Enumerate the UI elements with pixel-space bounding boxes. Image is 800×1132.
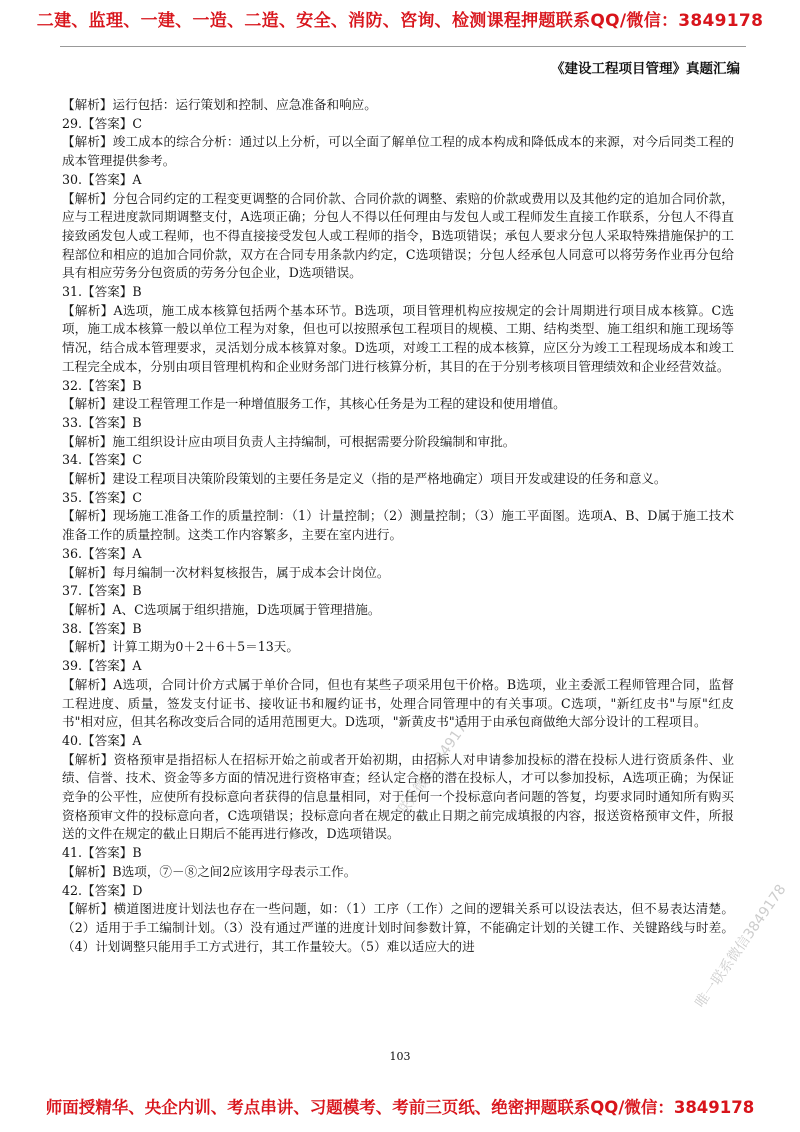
text-line: 【解析】A、C选项属于组织措施，D选项属于管理措施。 [62,601,381,617]
text-line: 【解析】资格预审是指招标人在招标开始之前或者开始初期，由招标人对申请参加投标的潜在投标人进行资质条件、业绩、信誉、技术、资金等多方面的情况进行资格审查；经认定合格的潜在投标人，才可以参加投标，A选项正确；为保证竞争的公平性，应使所有投标意向者获得的信息量相同，对于任何一个投标意向者问题的答复，均要求同时通知所有购买资格预审文件的投标意向者，C选项错误；投标意向者在规定的截止日期之前完成填报的内容，报送资格预审文件，所报送的文件在规定的截止日期后不能再进行修改，D选项错误。 [62,751,734,842]
answer-line: 40.【答案】A [62,732,142,748]
answer-line: 37.【答案】B [62,583,142,599]
text-line: 【解析】每月编制一次材料复核报告，属于成本会计岗位。 [62,564,390,580]
watermark-text: 联系微信3849178 [394,712,476,819]
text-line: 【解析】分包合同约定的工程变更调整的合同价款、合同价款的调整、索赔的价款或费用以及其他约定的追加合同价款，应与工程进度款同期调整支付，A选项正确；分包人不得以任何理由与发包人或工程师发生直接工作联系，分包人不得直接致函发包人或工程师，也不得直接接受发包人或工程师的指令，B选项错误；承包人要求分包人采取特殊措施保护的工程部位和相应的追加合同价款，双方在合同专用条款内约定，C选项错误；分包人经承包人同意可以将劳务作业再分包给具有相应劳务分包资质的劳务分包企业，D选项错误。 [62,190,734,281]
bottom-promo-banner: 师面授精华、央企内训、考点串讲、习题模考、考前三页纸、绝密押题联系QQ/微信：3849178 [45,1098,755,1117]
answer-explanations [62,96,734,956]
answer-line: 36.【答案】A [62,545,142,561]
text-line: 【解析】建设工程管理工作是一种增值服务工作，其核心任务是为工程的建设和使用增值。 [62,396,566,412]
watermark-text: 唯一联系微信3849178 [692,881,790,1011]
text-line: 【解析】A选项，合同计价方式属于单价合同，但也有某些子项采用包干价格。B选项，业主委派工程师管理合同，监督工程进度、质量，签发支付证书、接收证书和履约证书，处理合同管理中的有关事项。C选项，"新红皮书"与原"红皮书"相对应，但其名称改变后合同的适用范围更大。D选项，"新黄皮书"适用于由承包商做绝大部分设计的工程项目。 [62,676,734,730]
answer-line: 39.【答案】A [62,658,142,674]
text-line: 【解析】计算工期为0＋2＋6＋5＝13天。 [62,639,299,655]
answer-line: 30.【答案】A [62,171,142,187]
header-divider [60,46,746,47]
answer-line: 38.【答案】B [62,620,142,636]
text-line: 【解析】横道图进度计划法也存在一些问题，如：（1）工序（工作）之间的逻辑关系可以设法表达，但不易表达清楚。（2）适用于手工编制计划。（3）没有通过严谨的进度计划时间参数计算，不能确定计划的关键工作、关键路线与时差。（4）计划调整只能用手工方式进行，其工作量较大。（5）难以适应大的进 [62,901,734,954]
text-line: 【解析】运行包括：运行策划和控制、应急准备和响应。 [62,97,377,112]
answer-line: 35.【答案】C [62,489,143,505]
text-line: 【解析】B选项，⑦－⑧之间2应该用字母表示工作。 [62,863,357,879]
answer-line: 34.【答案】C [62,452,143,468]
text-line: 【解析】建设工程项目决策阶段策划的主要任务是定义（指的是严格地确定）项目开发或建设的任务和意义。 [62,471,667,487]
answer-line: 29.【答案】C [62,115,143,131]
text-line: 【解析】竣工成本的综合分析：通过以上分析，可以全面了解单位工程的成本构成和降低成本的来源，对今后同类工程的成本管理提供参考。 [62,134,734,169]
answer-line: 33.【答案】B [62,414,142,430]
text-line: 【解析】现场施工准备工作的质量控制：（1）计量控制；（2）测量控制；（3）施工平面图。选项A、B、D属于施工技术准备工作的质量控制。这类工作内容繁多，主要在室内进行。 [62,508,734,543]
answer-line: 32.【答案】B [62,377,142,393]
answer-line: 42.【答案】D [62,882,143,898]
page-number: 103 [389,1050,411,1063]
document-title: 《建设工程项目管理》真题汇编 [551,61,740,77]
answer-line: 31.【答案】B [62,284,142,300]
answer-line: 41.【答案】B [62,845,142,861]
text-line: 【解析】施工组织设计应由项目负责人主持编制，可根据需要分阶段编制和审批。 [62,433,516,449]
top-promo-banner: 二建、监理、一建、一造、二造、安全、消防、咨询、检测课程押题联系QQ/微信：3849178 [36,11,764,31]
text-line: 【解析】A选项，施工成本核算包括两个基本环节。B选项，项目管理机构应按规定的会计周期进行项目成本核算。C选项，施工成本核算一般以单位工程为对象，但也可以按照承包工程项目的规模、工期、结构类型、施工组织和施工现场等情况，结合成本管理要求，灵活划分成本核算对象。D选项，对竣工工程的成本核算，应区分为竣工工程现场成本和竣工工程完全成本，分别由项目管理机构和企业财务部门进行核算分析，其目的在于分别考核项目管理绩效和企业经营效益。 [62,302,734,374]
